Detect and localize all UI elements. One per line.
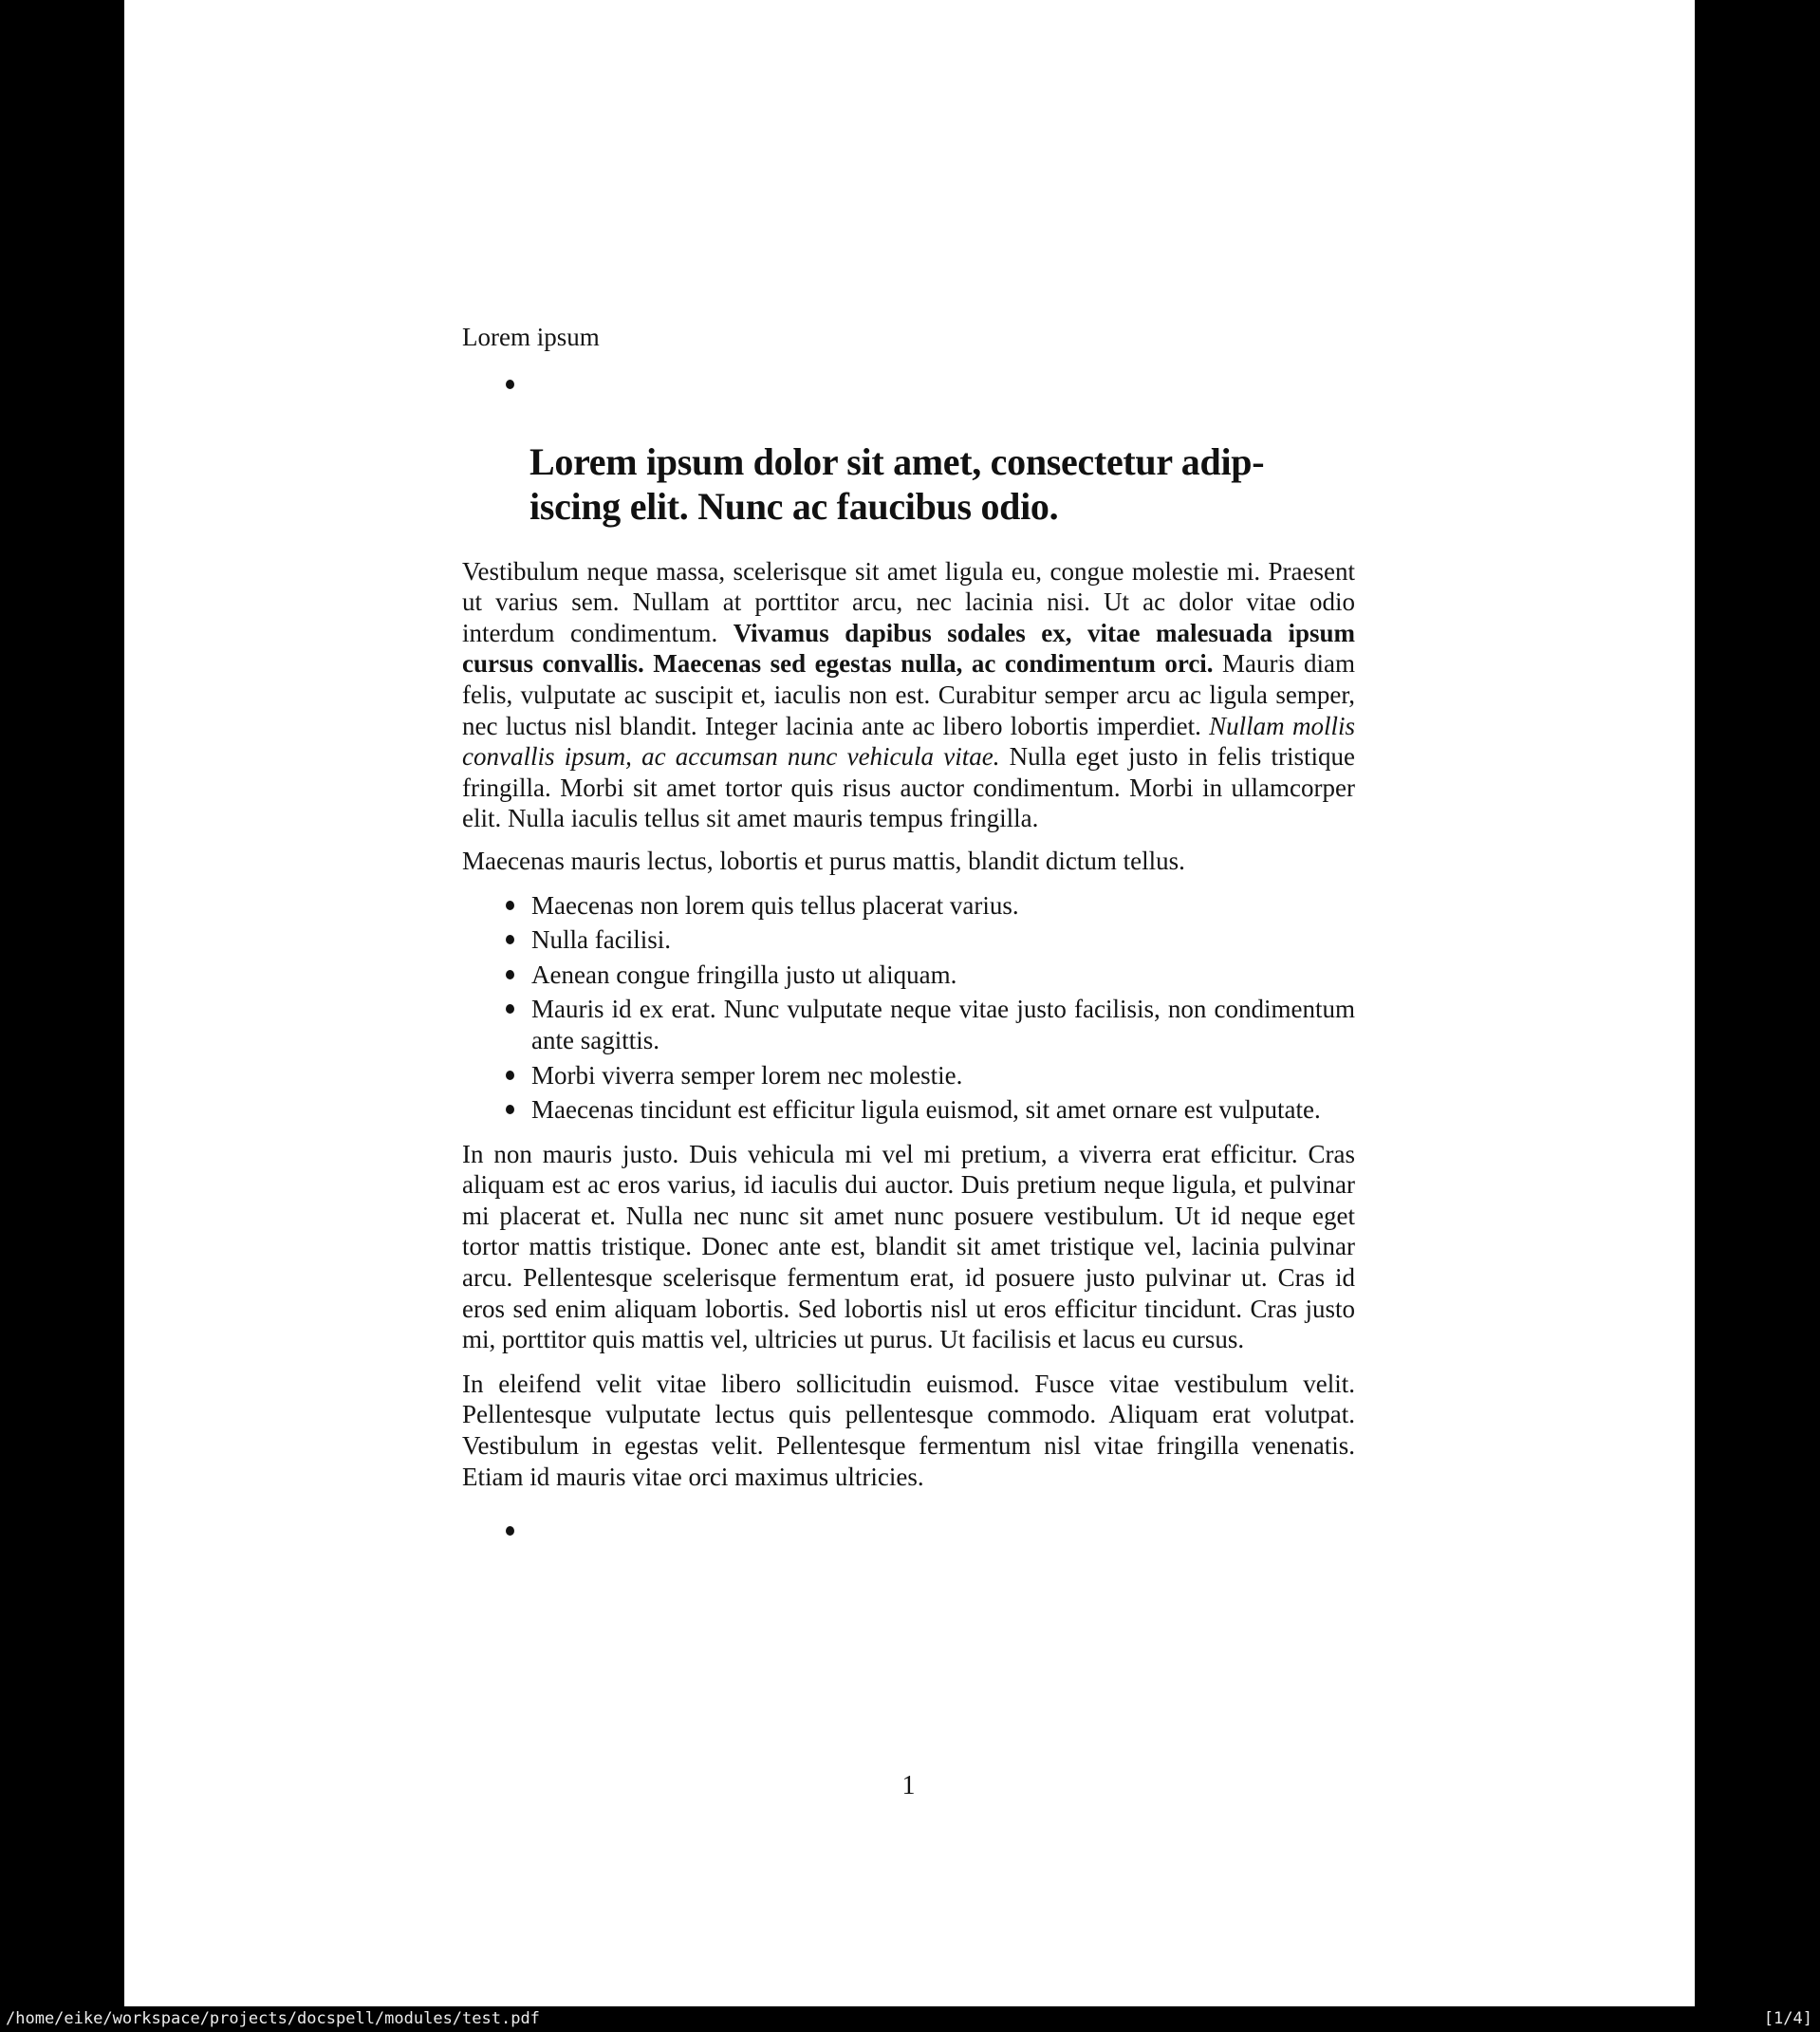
list-item xyxy=(462,924,1355,956)
bullet-icon xyxy=(506,935,514,944)
list-item xyxy=(462,1060,1355,1091)
list-item-text: Maecenas non lorem quis tellus placerat varius. xyxy=(531,890,1019,920)
page-content xyxy=(462,0,1355,1546)
paragraph-maecenas: Maecenas mauris lectus, lobortis et purus mattis, blandit dictum tellus. xyxy=(462,846,1185,875)
pdf-page xyxy=(124,0,1695,2007)
empty-list-item xyxy=(462,368,1355,400)
statusbar-page-indicator: [1/4] xyxy=(1763,2008,1812,2028)
text-run-italic: Nullam mollis convallis ipsum, ac accumsan nunc vehicula vitae. xyxy=(462,711,1355,772)
bullet-icon xyxy=(506,1004,514,1014)
paragraph-in-eleifend: In eleifend velit vitae libero sollicitudin euismod. Fusce vitae vestibulum velit. Pellentesque vulputate lectus quis pellentesque commodo. Aliquam erat volutpat. Vestibulum in egestas velit. Pellentesque fermentum nisl vitae fringilla venenatis. Etiam id mauris vitae orci maximus ultricies. xyxy=(462,1369,1355,1491)
bullet-icon xyxy=(506,1526,514,1536)
statusbar xyxy=(0,2006,1820,2032)
text-run-bold: Vivamus dapibus sodales ex, vitae malesuada ipsum cursus convallis. Maecenas sed egestas nulla, ac condimentum orci. xyxy=(462,618,1355,679)
list-item xyxy=(462,1094,1355,1126)
list-item-text: Maecenas tincidunt est efficitur ligula euismod, sit amet ornare est vulputate. xyxy=(531,1095,1321,1125)
list-item-text: Morbi viverra semper lorem nec molestie. xyxy=(531,1060,963,1090)
intro-line: Lorem ipsum xyxy=(462,323,600,351)
bullet-icon xyxy=(506,970,514,979)
document-title-line1: Lorem ipsum dolor sit amet, consectetur adip- xyxy=(529,439,1265,483)
text-run: Nulla eget justo in felis tristique fringilla. Morbi sit amet tortor quis risus auctor condimentum. Morbi in ullamcorper elit. Nulla iaculis tellus sit amet mauris tempus fringilla. xyxy=(462,742,1355,833)
list-item xyxy=(462,890,1355,922)
page-number: 1 xyxy=(901,1771,916,1800)
empty-list-item xyxy=(462,1515,1355,1546)
paragraph-in-non-mauris: In non mauris justo. Duis vehicula mi vel mi pretium, a viverra erat efficitur. Cras aliquam est ac eros varius, id iaculis dui auctor. Duis pretium neque ligula, et pulvinar mi placerat et. Nulla nec nunc sit amet nunc posuere vestibulum. Ut id neque eget tortor mattis tristique. Donec ante est, blandit sit amet tristique vel, lacinia pulvinar arcu. Pellentesque scelerisque fermentum erat, id posuere justo pulvinar ut. Cras id eros sed enim aliquam lobortis. Sed lobortis nisl ut eros efficitur tincidunt. Cras justo mi, porttitor quis mattis vel, ultricies ut purus. Ut facilisis et lacus eu cursus. xyxy=(462,1139,1355,1354)
bullet-icon xyxy=(506,1105,514,1114)
document-title-line2: iscing elit. Nunc ac faucibus odio. xyxy=(529,484,1059,528)
paragraph-vestibulum xyxy=(462,556,1355,834)
bullet-icon xyxy=(506,1071,514,1080)
statusbar-file-path: /home/eike/workspace/projects/docspell/modules/test.pdf xyxy=(6,2008,540,2028)
list-item-text: Mauris id ex erat. Nunc vulputate neque vitae justo facilisis, non condimentum ante sagittis. xyxy=(531,995,1355,1054)
bullet-icon xyxy=(506,901,514,910)
list-item-text: Aenean congue fringilla justo ut aliquam. xyxy=(531,960,957,989)
list-item xyxy=(462,994,1355,1055)
list-item-text: Nulla facilisi. xyxy=(531,925,671,955)
bullet-icon xyxy=(506,380,514,389)
text-run: Vestibulum neque massa, scelerisque sit amet ligula eu, congue molestie mi. Praesent ut varius sem. Nullam at porttitor arcu, nec lacinia nisi. Ut ac dolor vitae odio interdum condimentum. xyxy=(462,556,1355,647)
bullet-list xyxy=(462,890,1355,1126)
list-item xyxy=(462,960,1355,991)
text-run: Mauris diam felis, vulputate ac suscipit et, iaculis non est. Curabitur semper arcu ac ligula semper, nec luctus nisl blandit. Integer lacinia ante ac libero lobortis imperdiet. xyxy=(462,649,1355,740)
document-title xyxy=(529,439,1355,529)
